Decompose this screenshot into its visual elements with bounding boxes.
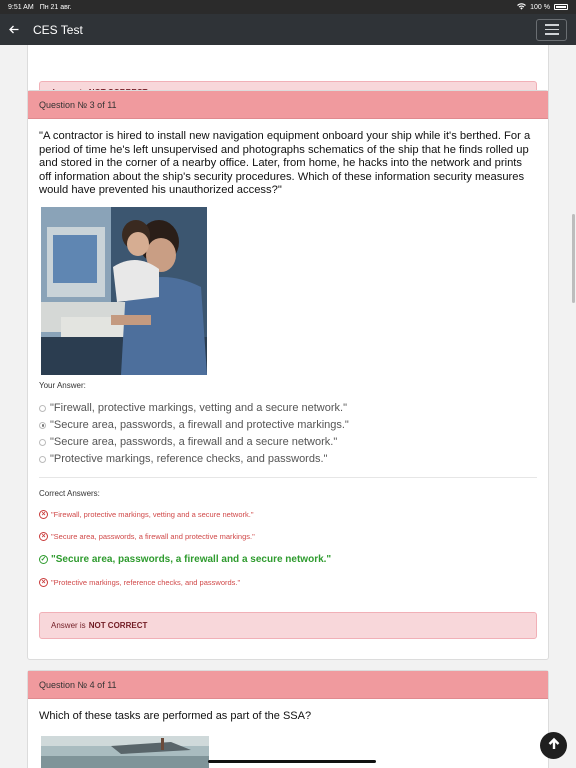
radio-button[interactable] — [39, 456, 46, 463]
status-date: Пн 21 авг. — [39, 3, 72, 11]
top-navbar — [0, 14, 576, 45]
correct-answer-item: × "Protective markings, reference checks, and passwords." — [28, 572, 548, 594]
page-title: CES Test — [33, 22, 83, 37]
answer-options — [28, 390, 548, 468]
check-circle-icon: ✓ — [40, 556, 47, 563]
question-text: "A contractor is hired to install new navigation equipment onboard your ship while it's berthed. For a period of time he's left unsupervised and photographs schematics of the ship that he finds rolled up and stored in the corner of a nearby office. Later, from home, he hacks into the network and prints off information about the ship's security procedures. Which of these information security measures would have prevented his unauthorized access?" — [39, 130, 531, 196]
scroll-content[interactable] — [0, 45, 576, 768]
scroll-to-top-button[interactable] — [540, 732, 567, 759]
answer-option[interactable]: "Secure area, passwords, a firewall and protective markings." — [39, 417, 537, 434]
question-card-4 — [27, 670, 549, 768]
wifi-icon — [517, 3, 526, 12]
question-card-3 — [27, 90, 549, 660]
menu-button[interactable] — [536, 19, 567, 41]
battery-percent: 100 % — [530, 3, 550, 11]
answer-option[interactable]: "Secure area, passwords, a firewall and a secure network." — [39, 434, 537, 451]
result-box: Answer is NOT CORRECT — [39, 612, 537, 639]
your-answer-label: Your Answer: — [39, 380, 86, 390]
question-header: Question № 3 of 11 — [28, 91, 548, 119]
x-circle-icon: × — [39, 510, 48, 519]
battery-icon — [554, 4, 568, 10]
x-circle-icon: × — [39, 532, 48, 541]
correct-answer-item: ✓ "Secure area, passwords, a firewall and a secure network." — [40, 554, 332, 565]
radio-button[interactable] — [39, 405, 46, 412]
answer-option[interactable]: "Firewall, protective markings, vetting and a secure network." — [39, 400, 537, 417]
answer-option[interactable]: "Protective markings, reference checks, and passwords." — [39, 451, 537, 468]
correct-answer-item: × "Firewall, protective markings, vetting and a secure network." — [28, 504, 548, 526]
status-time: 9:51 AM — [8, 3, 34, 11]
x-circle-icon: × — [39, 578, 48, 587]
home-indicator — [208, 760, 376, 763]
question-text: Which of these tasks are performed as part of the SSA? — [39, 710, 312, 722]
back-arrow-icon[interactable] — [9, 22, 29, 37]
radio-button[interactable] — [39, 439, 46, 446]
correct-answers-label: Correct Answers: — [39, 488, 100, 498]
question-header: Question № 4 of 11 — [28, 671, 548, 699]
arrow-up-icon — [547, 737, 561, 755]
scrollbar[interactable] — [572, 214, 575, 303]
status-bar — [0, 0, 576, 14]
question-image — [41, 207, 207, 375]
correct-answer-item: × "Secure area, passwords, a firewall and protective markings." — [28, 526, 548, 548]
hamburger-icon — [545, 24, 559, 26]
radio-button-selected[interactable] — [39, 422, 46, 429]
question-image — [41, 736, 209, 768]
